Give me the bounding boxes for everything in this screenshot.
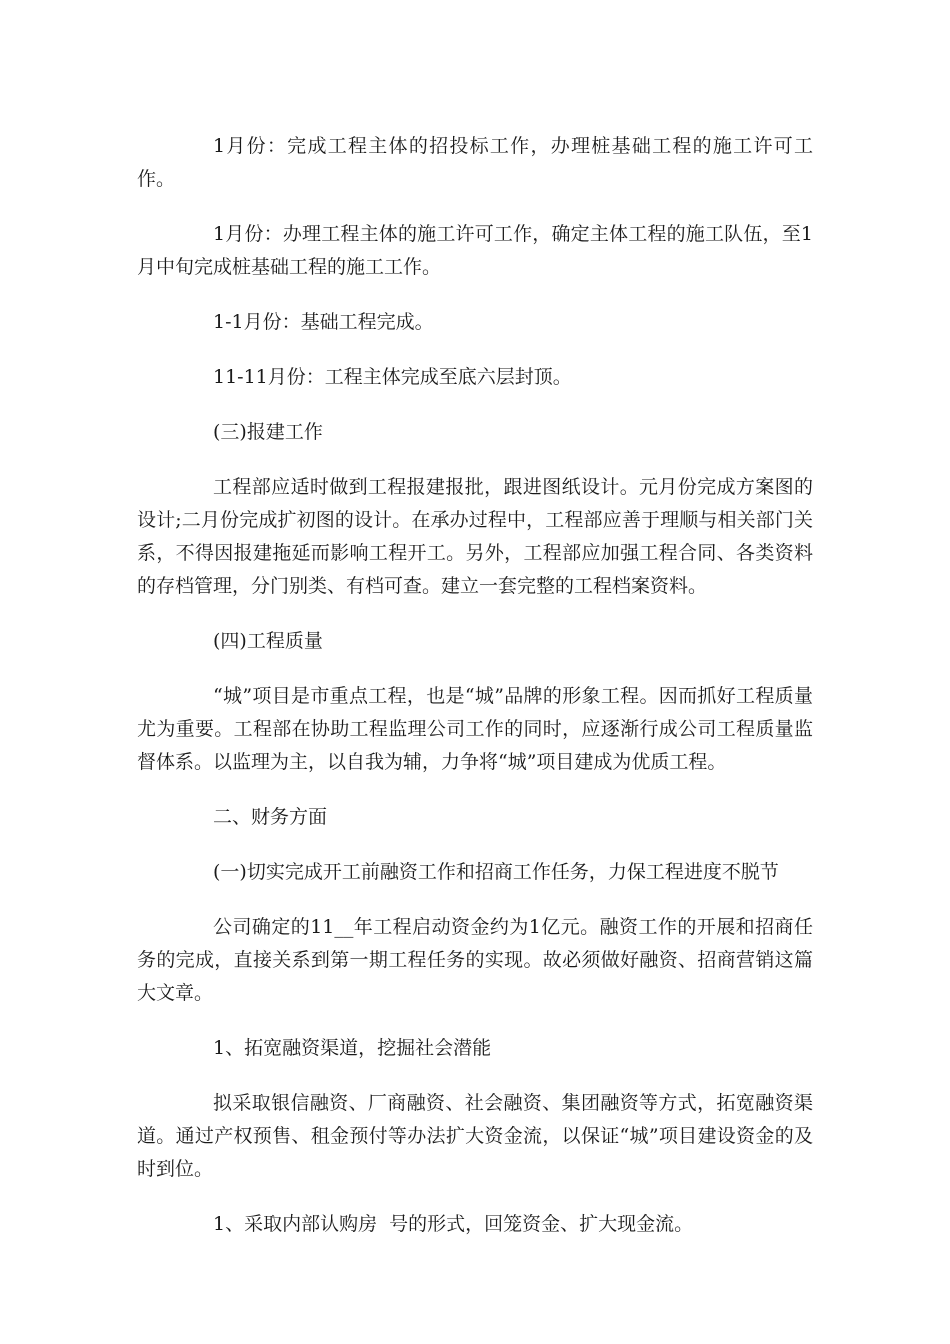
paragraph: “城”项目是市重点工程，也是“城”品牌的形象工程。因而抓好工程质量尤为重要。工程部在协助工程监理公司工作的同时，应逐渐行成公司工程质量监督体系。以监理为主，以自我为辅，力争将“城”项目建成为优质工程。 (137, 685, 813, 773)
section-heading: (三)报建工作 (213, 421, 323, 443)
section-heading: (一)切实完成开工前融资工作和招商工作任务，力保工程进度不脱节 (213, 861, 779, 883)
paragraph: 1月份：办理工程主体的施工许可工作，确定主体工程的施工队伍，至1月中旬完成桩基础工程的施工工作。 (137, 223, 813, 278)
document-body (137, 130, 813, 1263)
paragraph: 拟采取银信融资、厂商融资、社会融资、集团融资等方式，拓宽融资渠道。通过产权预售、租金预付等办法扩大资金流，以保证“城”项目建设资金的及时到位。 (137, 1092, 813, 1180)
paragraph: 1月份：完成工程主体的招投标工作，办理桩基础工程的施工许可工作。 (137, 135, 813, 190)
paragraph: 公司确定的11__年工程启动资金约为1亿元。融资工作的开展和招商任务的完成，直接关系到第一期工程任务的实现。故必须做好融资、招商营销这篇大文章。 (137, 916, 813, 1004)
section-heading: (四)工程质量 (213, 630, 323, 652)
paragraph: 1-1月份：基础工程完成。 (213, 311, 434, 333)
paragraph: 11-11月份：工程主体完成至底六层封顶。 (213, 366, 572, 388)
section-heading: 二、财务方面 (213, 806, 328, 828)
paragraph: 1、采取内部认购房 号的形式，回笼资金、扩大现金流。 (213, 1213, 694, 1235)
paragraph: 工程部应适时做到工程报建报批，跟进图纸设计。元月份完成方案图的设计;二月份完成扩初图的设计。在承办过程中，工程部应善于理顺与相关部门关系，不得因报建拖延而影响工程开工。另外，工程部应加强工程合同、各类资料的存档管理，分门别类、有档可查。建立一套完整的工程档案资料。 (137, 476, 813, 597)
section-heading: 1、拓宽融资渠道，挖掘社会潜能 (213, 1037, 492, 1059)
